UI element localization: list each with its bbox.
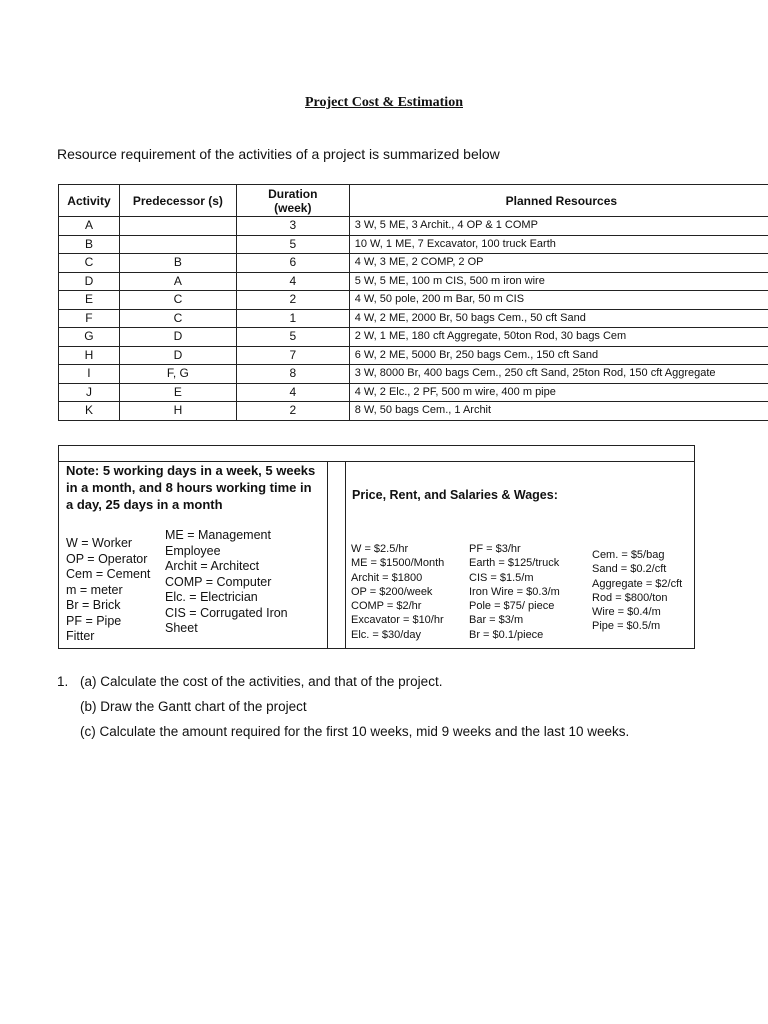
list-line: OP = Operator bbox=[66, 551, 148, 566]
table-row bbox=[59, 309, 768, 328]
list-line: OP = $200/week bbox=[351, 585, 433, 598]
notes-divider-right bbox=[345, 461, 346, 648]
list-line: ME = $1500/Month bbox=[351, 557, 445, 570]
list-line: Elc. = Electrician bbox=[165, 590, 258, 604]
list-line: PF = Pipe bbox=[66, 613, 122, 628]
cell-duration: 6 bbox=[236, 254, 349, 273]
cell-activity: B bbox=[59, 235, 120, 254]
list-line: ME = Management bbox=[165, 528, 271, 542]
table-row bbox=[59, 383, 768, 402]
list-line: Cem = Cement bbox=[66, 567, 151, 581]
list-line: Aggregate = $2/cft bbox=[592, 577, 683, 590]
abbreviations-col1 bbox=[66, 536, 150, 645]
cell-predecessor: C bbox=[119, 291, 236, 310]
cell-predecessor: C bbox=[119, 309, 236, 328]
cell-activity: A bbox=[59, 217, 120, 236]
cell-predecessor: E bbox=[119, 383, 236, 402]
resource-table bbox=[58, 184, 768, 421]
table-row bbox=[59, 235, 768, 254]
cell-predecessor: A bbox=[119, 272, 236, 291]
list-line: Excavator = $10/hr bbox=[351, 614, 444, 627]
header-predecessor: Predecessor (s) bbox=[119, 185, 236, 217]
note-heading: Note: 5 working days in a week, 5 weeks in a month, and 8 hours working time in a day, 25 days in a month bbox=[66, 463, 316, 512]
intro-text: Resource requirement of the activities of a project is summarized below bbox=[57, 146, 500, 162]
cell-resources: 4 W, 50 pole, 200 m Bar, 50 m CIS bbox=[349, 291, 768, 310]
header-resources: Planned Resources bbox=[349, 185, 768, 217]
list-line: Archit = Architect bbox=[165, 559, 260, 573]
list-line: Iron Wire = $0.3/m bbox=[469, 585, 560, 598]
cell-resources: 3 W, 5 ME, 3 Archit., 4 OP & 1 COMP bbox=[349, 217, 768, 236]
cell-predecessor: H bbox=[119, 402, 236, 421]
cell-activity: D bbox=[59, 272, 120, 291]
list-line: Pipe = $0.5/m bbox=[592, 620, 661, 633]
list-line: Wire = $0.4/m bbox=[592, 606, 661, 619]
prices-heading: Price, Rent, and Salaries & Wages: bbox=[352, 488, 558, 502]
cell-activity: J bbox=[59, 383, 120, 402]
cell-activity: G bbox=[59, 328, 120, 347]
cell-duration: 2 bbox=[236, 291, 349, 310]
header-duration bbox=[236, 185, 349, 217]
cell-resources: 4 W, 2 ME, 2000 Br, 50 bags Cem., 50 cft Sand bbox=[349, 309, 768, 328]
list-line: Elc. = $30/day bbox=[351, 628, 422, 641]
prices-col3 bbox=[592, 548, 682, 634]
cell-duration: 7 bbox=[236, 346, 349, 365]
cell-duration: 8 bbox=[236, 365, 349, 384]
cell-predecessor: B bbox=[119, 254, 236, 273]
prices-col1 bbox=[351, 542, 444, 642]
list-line: Pole = $75/ piece bbox=[469, 600, 555, 613]
list-line: Archit = $1800 bbox=[351, 571, 423, 584]
cell-activity: F bbox=[59, 309, 120, 328]
table-header-row bbox=[59, 185, 768, 217]
list-line: COMP = Computer bbox=[165, 574, 272, 589]
cell-duration: 5 bbox=[236, 328, 349, 347]
header-duration-line1: Duration bbox=[268, 186, 318, 201]
header-duration-line2: (week) bbox=[274, 200, 312, 215]
cell-duration: 4 bbox=[236, 383, 349, 402]
list-line: Cem. = $5/bag bbox=[592, 549, 665, 561]
cell-predecessor: F, G bbox=[119, 365, 236, 384]
cell-duration: 1 bbox=[236, 309, 349, 328]
list-line: COMP = $2/hr bbox=[351, 600, 422, 613]
question-number: 1. bbox=[57, 674, 69, 689]
list-line: W = Worker bbox=[66, 536, 133, 550]
list-line: CIS = Corrugated Iron bbox=[165, 605, 288, 620]
table-row bbox=[59, 328, 768, 347]
list-line: Br = Brick bbox=[66, 598, 121, 612]
list-line: Fitter bbox=[66, 629, 95, 643]
notes-box bbox=[58, 445, 695, 649]
notes-divider-left bbox=[327, 461, 328, 648]
abbreviations-col2 bbox=[165, 528, 315, 637]
cell-duration: 3 bbox=[236, 217, 349, 236]
table-row bbox=[59, 217, 768, 236]
table-row bbox=[59, 346, 768, 365]
cell-predecessor bbox=[119, 235, 236, 254]
cell-resources: 4 W, 3 ME, 2 COMP, 2 OP bbox=[349, 254, 768, 273]
cell-duration: 5 bbox=[236, 235, 349, 254]
list-line: CIS = $1.5/m bbox=[469, 571, 534, 584]
prices-col2 bbox=[469, 542, 560, 642]
cell-resources: 10 W, 1 ME, 7 Excavator, 100 truck Earth bbox=[349, 235, 768, 254]
question-b: (b) Draw the Gantt chart of the project bbox=[80, 699, 307, 714]
table-row bbox=[59, 254, 768, 273]
cell-resources: 5 W, 5 ME, 100 m CIS, 500 m iron wire bbox=[349, 272, 768, 291]
cell-activity: C bbox=[59, 254, 120, 273]
cell-resources: 6 W, 2 ME, 5000 Br, 250 bags Cem., 150 cft Sand bbox=[349, 346, 768, 365]
cell-predecessor: D bbox=[119, 328, 236, 347]
cell-duration: 4 bbox=[236, 272, 349, 291]
cell-resources: 4 W, 2 Elc., 2 PF, 500 m wire, 400 m pipe bbox=[349, 383, 768, 402]
cell-resources: 3 W, 8000 Br, 400 bags Cem., 250 cft Sand, 25ton Rod, 150 cft Aggregate bbox=[349, 365, 768, 384]
cell-activity: H bbox=[59, 346, 120, 365]
page-title: Project Cost & Estimation bbox=[305, 95, 463, 110]
cell-activity: K bbox=[59, 402, 120, 421]
cell-resources: 8 W, 50 bags Cem., 1 Archit bbox=[349, 402, 768, 421]
list-line: m = meter bbox=[66, 582, 123, 597]
list-line: Sand = $0.2/cft bbox=[592, 563, 667, 576]
list-line: PF = $3/hr bbox=[469, 543, 521, 555]
list-line: Sheet bbox=[165, 621, 198, 635]
cell-duration: 2 bbox=[236, 402, 349, 421]
question-c: (c) Calculate the amount required for the first 10 weeks, mid 9 weeks and the last 10 weeks. bbox=[80, 724, 630, 739]
header-activity: Activity bbox=[59, 185, 120, 217]
table-row bbox=[59, 402, 768, 421]
cell-activity: E bbox=[59, 291, 120, 310]
list-line: Earth = $125/truck bbox=[469, 557, 560, 570]
table-row bbox=[59, 272, 768, 291]
cell-predecessor: D bbox=[119, 346, 236, 365]
list-line: W = $2.5/hr bbox=[351, 543, 409, 555]
list-line: Br = $0.1/piece bbox=[469, 628, 544, 641]
table-row bbox=[59, 291, 768, 310]
list-line: Bar = $3/m bbox=[469, 614, 524, 627]
question-a: (a) Calculate the cost of the activities, and that of the project. bbox=[80, 674, 443, 689]
table-row bbox=[59, 365, 768, 384]
cell-activity: I bbox=[59, 365, 120, 384]
list-line: Employee bbox=[165, 543, 221, 558]
cell-predecessor bbox=[119, 217, 236, 236]
cell-resources: 2 W, 1 ME, 180 cft Aggregate, 50ton Rod, 30 bags Cem bbox=[349, 328, 768, 347]
list-line: Rod = $800/ton bbox=[592, 591, 668, 604]
